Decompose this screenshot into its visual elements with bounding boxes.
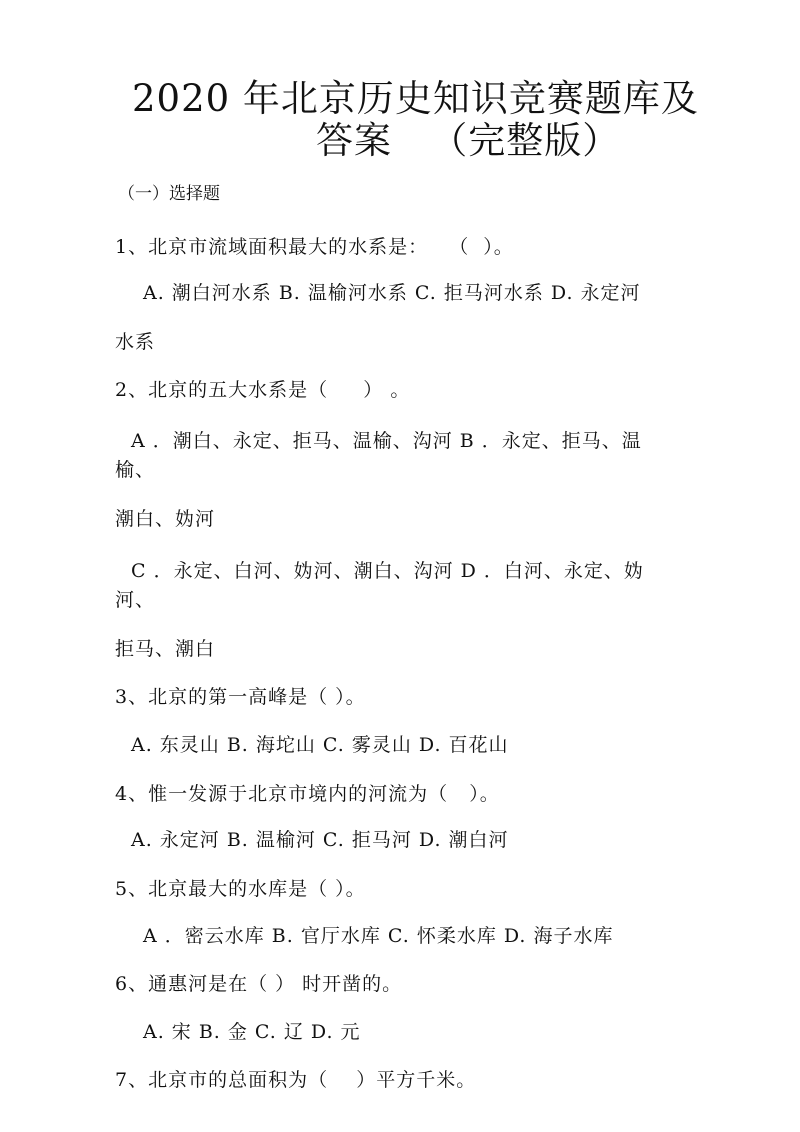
question-2-options-cd-wrap: 河、 xyxy=(115,589,156,611)
question-5-options: A ．密云水库 B. 官厅水库 C. 怀柔水库 D. 海子水库 xyxy=(143,925,614,947)
question-4-options: A. 永定河 B. 温榆河 C. 拒马河 D. 潮白河 xyxy=(131,829,509,851)
question-6-options: A. 宋 B. 金 C. 辽 D. 元 xyxy=(143,1021,361,1043)
document-title-line-1: 2020 年北京历史知识竞赛题库及 xyxy=(132,77,699,120)
section-heading: （一）选择题 xyxy=(118,184,220,204)
question-2-options-ab-continued: 潮白、妫河 xyxy=(115,508,216,530)
question-1-options-continued: 水系 xyxy=(115,331,156,353)
question-2-options-ab-wrap: 榆、 xyxy=(115,459,156,481)
question-2-stem: 2、北京的五大水系是（ ） 。 xyxy=(115,379,411,401)
question-6-stem: 6、通惠河是在（ ） 时开凿的。 xyxy=(115,973,403,995)
question-3-stem: 3、北京的第一高峰是（ ）。 xyxy=(115,686,366,708)
question-5-stem: 5、北京最大的水库是（ ）。 xyxy=(115,878,366,900)
question-1-stem: 1、北京市流域面积最大的水系是： （ ）。 xyxy=(115,236,514,258)
question-4-stem: 4、惟一发源于北京市境内的河流为（ ）。 xyxy=(115,783,500,805)
document-title-line-2: 答案 （完整版） xyxy=(316,119,621,162)
question-2-options-cd: C ．永定、白河、妫河、潮白、沟河 D ．白河、永定、妫 xyxy=(131,560,644,582)
question-3-options: A. 东灵山 B. 海坨山 C. 雾灵山 D. 百花山 xyxy=(131,734,509,756)
question-2-options-cd-continued: 拒马、潮白 xyxy=(115,638,216,660)
question-2-options-ab: A ．潮白、永定、拒马、温榆、沟河 B ．永定、拒马、温 xyxy=(131,430,642,452)
question-7-stem: 7、北京市的总面积为（ ）平方千米。 xyxy=(115,1069,477,1091)
question-1-options: A. 潮白河水系 B. 温榆河水系 C. 拒马河水系 D. 永定河 xyxy=(143,282,641,304)
